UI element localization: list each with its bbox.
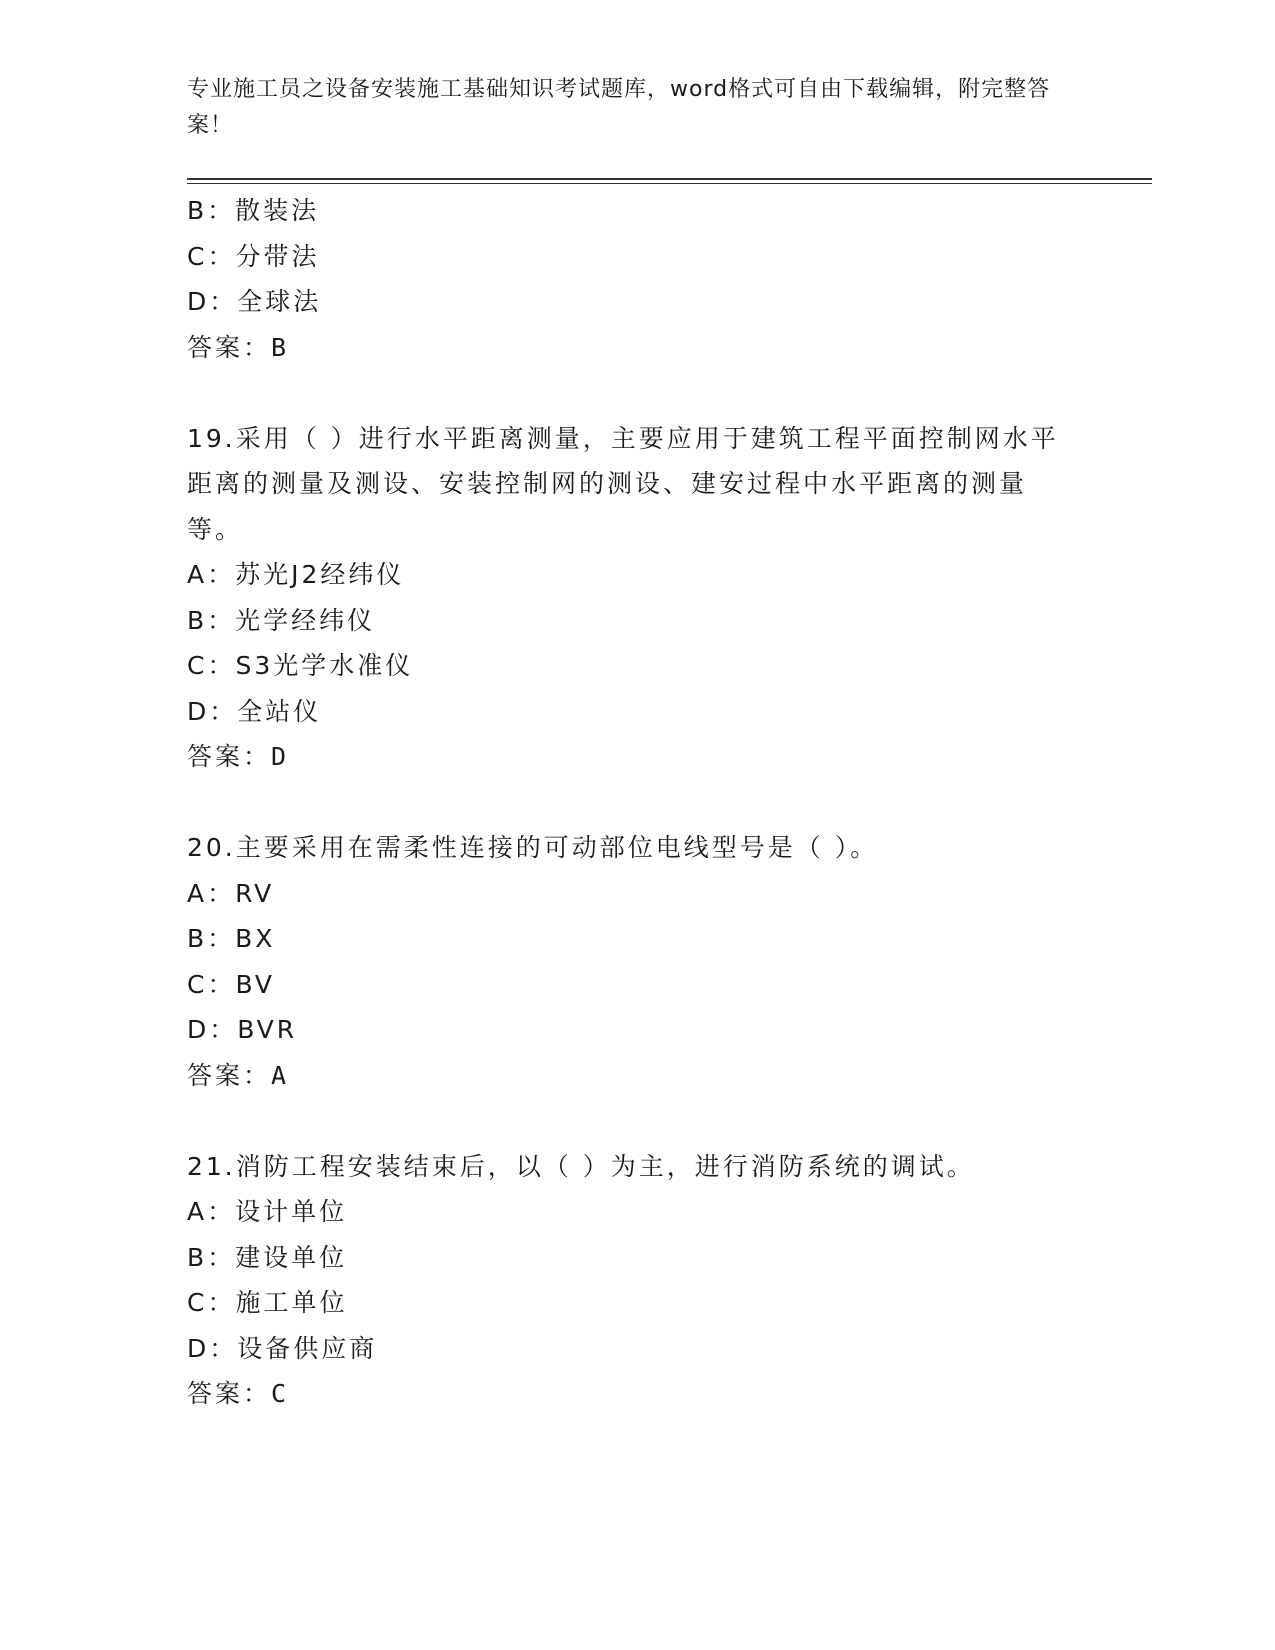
option-text: 分带法 <box>235 241 320 271</box>
answer-value: A <box>271 1060 290 1090</box>
option-c <box>187 962 1067 1008</box>
option-a <box>187 871 1067 917</box>
option-text: 全球法 <box>237 287 322 316</box>
option-b <box>187 188 1067 234</box>
page-header: 专业施工员之设备安装施工基础知识考试题库，word格式可自由下载编辑，附完整答案！ <box>187 77 1051 138</box>
option-a <box>187 1189 1067 1235</box>
question-19 <box>187 416 1067 780</box>
option-letter: B： <box>187 605 236 635</box>
option-text: S3光学水准仪 <box>235 651 414 680</box>
option-text: RV <box>235 878 275 908</box>
option-text: 全站仪 <box>237 696 322 726</box>
answer-label: 答案： <box>187 1379 272 1408</box>
option-text: BV <box>235 969 275 999</box>
option-d <box>187 279 1067 325</box>
option-text: 施工单位 <box>235 1288 348 1317</box>
option-text: 设备供应商 <box>237 1333 378 1363</box>
option-text: BX <box>235 924 276 953</box>
question-20 <box>187 825 1067 1098</box>
option-letter: B： <box>187 1242 236 1272</box>
question-text: 20.主要采用在需柔性连接的可动部位电线型号是（ ）。 <box>187 833 879 862</box>
option-c <box>187 643 1067 689</box>
option-text: 散装法 <box>235 196 320 225</box>
option-letter: B： <box>187 924 236 953</box>
option-letter: D： <box>187 287 238 316</box>
question-18-continued <box>187 188 1067 370</box>
header-rule-thick <box>187 178 1152 180</box>
option-letter: A： <box>187 1197 236 1226</box>
option-letter: A： <box>187 878 236 908</box>
option-letter: D： <box>187 1333 238 1363</box>
answer-value: D <box>271 742 290 771</box>
spacer <box>187 1098 1067 1144</box>
spacer <box>187 370 1067 416</box>
answer-line <box>187 325 1067 371</box>
answer-label: 答案： <box>187 1060 272 1090</box>
option-b <box>187 598 1067 644</box>
question-text: 19.采用（ ）进行水平距离测量，主要应用于建筑工程平面控制网水平距离的测量及测设、安装控制网的测设、建安过程中水平距离的测量等。 <box>187 423 1059 544</box>
answer-label: 答案： <box>187 332 272 362</box>
option-letter: D： <box>187 1015 238 1044</box>
option-text: 设计单位 <box>235 1197 348 1226</box>
answer-line <box>187 1053 1067 1099</box>
option-d <box>187 1326 1067 1372</box>
option-letter: C： <box>187 241 236 271</box>
option-letter: A： <box>187 560 236 589</box>
answer-value: C <box>271 1379 290 1408</box>
spacer <box>187 780 1067 826</box>
option-letter: C： <box>187 969 236 999</box>
option-text: 建设单位 <box>235 1242 348 1272</box>
option-letter: C： <box>187 651 236 680</box>
question-content <box>187 188 1067 1417</box>
option-letter: C： <box>187 1288 236 1317</box>
question-21 <box>187 1144 1067 1417</box>
option-text: 苏光J2经纬仪 <box>235 560 405 589</box>
option-text: BVR <box>237 1015 298 1044</box>
header-rule-thin <box>187 183 1152 184</box>
answer-line <box>187 734 1067 780</box>
option-b <box>187 916 1067 962</box>
option-d <box>187 1007 1067 1053</box>
option-c <box>187 1280 1067 1326</box>
option-a <box>187 552 1067 598</box>
option-d <box>187 689 1067 735</box>
option-letter: B： <box>187 196 236 225</box>
option-text: 光学经纬仪 <box>235 605 376 635</box>
option-b <box>187 1235 1067 1281</box>
answer-value: B <box>271 332 290 362</box>
option-letter: D： <box>187 696 238 726</box>
answer-label: 答案： <box>187 742 272 771</box>
option-c <box>187 234 1067 280</box>
answer-line <box>187 1371 1067 1417</box>
question-text: 21.消防工程安装结束后，以（ ）为主，进行消防系统的调试。 <box>187 1151 975 1181</box>
